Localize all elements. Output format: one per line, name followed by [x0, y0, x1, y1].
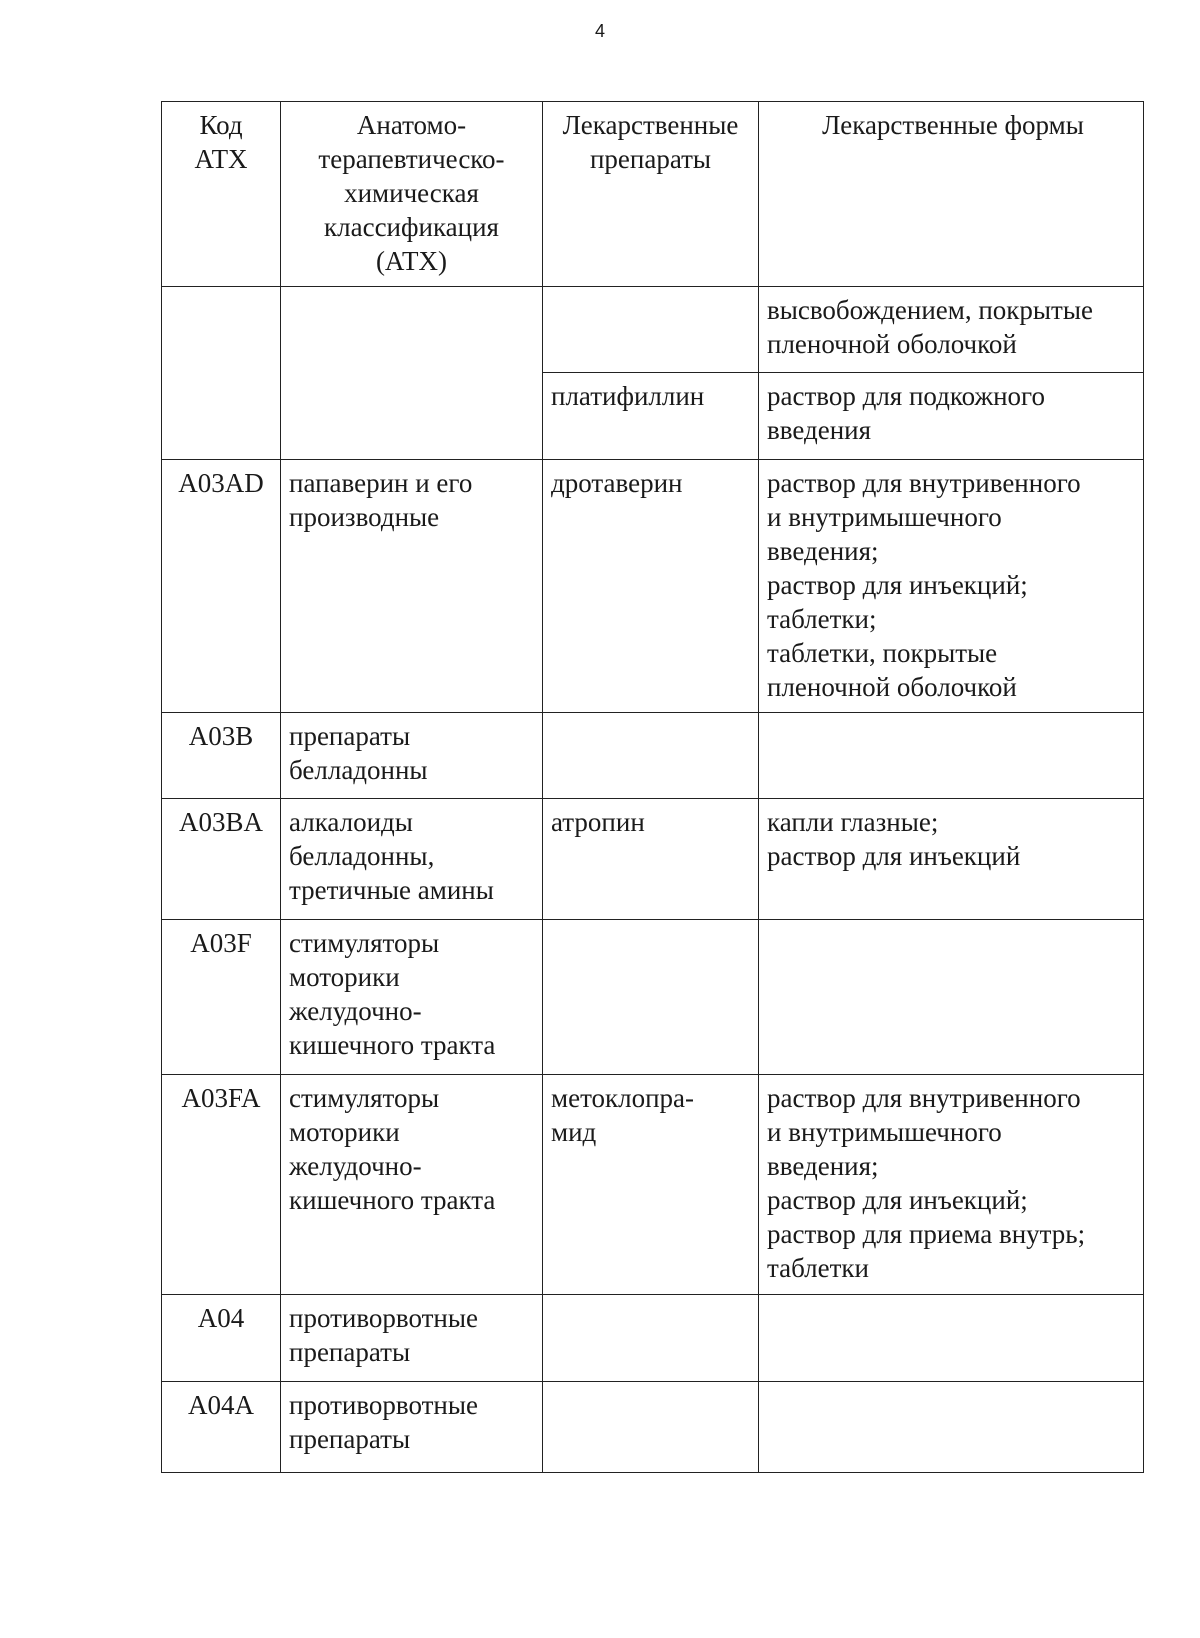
table-row: [162, 287, 1144, 373]
classification-cell: препараты белладонны: [281, 713, 543, 799]
forms-cell: [759, 920, 1144, 1075]
table-row: [162, 1295, 1144, 1382]
header-code: Код АТХ: [162, 102, 281, 287]
drug-cell: платифиллин: [543, 373, 759, 460]
code-cell: A03BA: [162, 799, 281, 920]
code-cell: A04A: [162, 1382, 281, 1473]
drug-cell: [543, 1382, 759, 1473]
table-row: [162, 920, 1144, 1075]
code-cell: [162, 287, 281, 460]
drug-cell: [543, 1295, 759, 1382]
header-drugs: Лекарственные препараты: [543, 102, 759, 287]
drug-cell: [543, 287, 759, 373]
classification-cell: алкалоиды белладонны, третичные амины: [281, 799, 543, 920]
forms-cell: раствор для внутривенного и внутримышечного введения; раствор для инъекций; раствор для приема внутрь; таблетки: [759, 1075, 1144, 1295]
header-classification: Анатомо- терапевтическо- химическая классификация (АТХ): [281, 102, 543, 287]
code-cell: A03AD: [162, 460, 281, 713]
forms-cell: [759, 1382, 1144, 1473]
code-cell: A04: [162, 1295, 281, 1382]
classification-cell: [281, 287, 543, 460]
drug-cell: [543, 713, 759, 799]
table-row: [162, 799, 1144, 920]
classification-cell: стимуляторы моторики желудочно- кишечного тракта: [281, 1075, 543, 1295]
atx-classification-table: [161, 101, 1144, 1473]
classification-cell: противорвотные препараты: [281, 1382, 543, 1473]
classification-cell: стимуляторы моторики желудочно- кишечного тракта: [281, 920, 543, 1075]
classification-cell: папаверин и его производные: [281, 460, 543, 713]
table-row: [162, 713, 1144, 799]
code-cell: A03B: [162, 713, 281, 799]
page-number: 4: [594, 21, 605, 41]
table-row: [162, 1382, 1144, 1473]
table-header-row: [162, 102, 1144, 287]
forms-cell: капли глазные; раствор для инъекций: [759, 799, 1144, 920]
drug-cell: [543, 920, 759, 1075]
header-dosage-forms: Лекарственные формы: [759, 102, 1144, 287]
forms-cell: раствор для подкожного введения: [759, 373, 1144, 460]
code-cell: A03FA: [162, 1075, 281, 1295]
drug-cell: метоклопра- мид: [543, 1075, 759, 1295]
drug-cell: дротаверин: [543, 460, 759, 713]
forms-cell: [759, 713, 1144, 799]
forms-cell: высвобождением, покрытые пленочной оболочкой: [759, 287, 1144, 373]
table-row: [162, 460, 1144, 713]
drug-cell: атропин: [543, 799, 759, 920]
classification-cell: противорвотные препараты: [281, 1295, 543, 1382]
table-row: [162, 1075, 1144, 1295]
forms-cell: [759, 1295, 1144, 1382]
code-cell: A03F: [162, 920, 281, 1075]
forms-cell: раствор для внутривенного и внутримышечного введения; раствор для инъекций; таблетки; таблетки, покрытые пленочной оболочкой: [759, 460, 1144, 713]
